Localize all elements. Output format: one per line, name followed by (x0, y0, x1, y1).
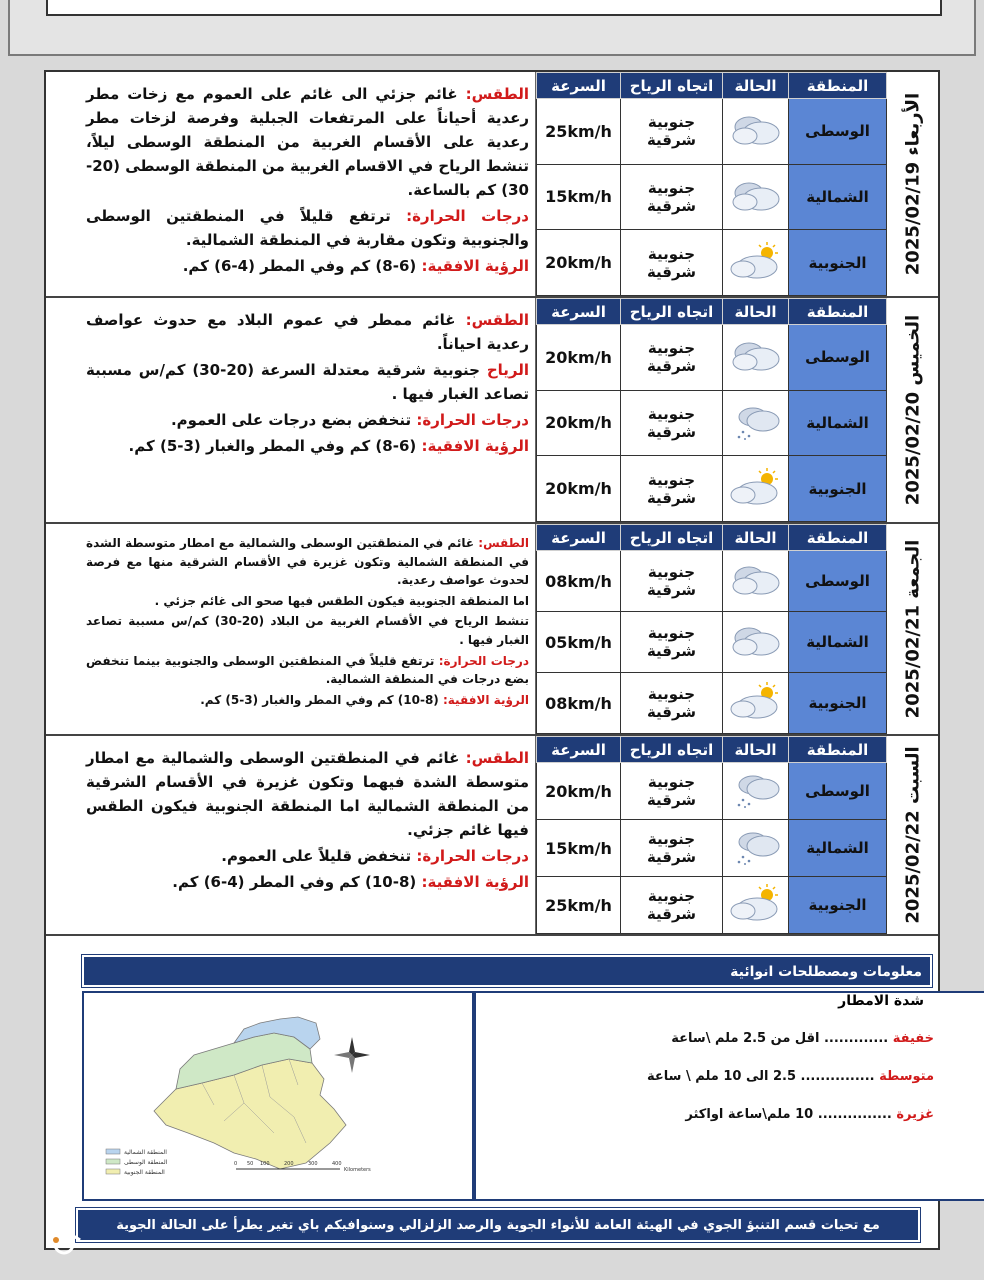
partly-cloudy-icon (727, 681, 785, 721)
weather-state (723, 612, 789, 673)
forecast-label: درجات الحرارة: (416, 847, 529, 865)
day-block (46, 72, 938, 298)
forecast-text-value: تنخفض قليلاً على العموم. (221, 847, 417, 865)
wind-direction: جنوبية شرقية (621, 230, 723, 296)
forecast-paragraph (86, 204, 529, 252)
forecast-label: الطقس: (465, 311, 529, 329)
day-date: الجمعة 2025/02/21 (902, 539, 923, 719)
forecast-label: الطقس: (478, 536, 529, 550)
map-legend-south: المنطقة الجنوبية (124, 1169, 165, 1176)
legend-row-heavy: غزيرة ............... 10 ملم\ساعة اواكثر (685, 1107, 934, 1122)
map-legend-central: المنطقة الوسطى (124, 1159, 168, 1166)
region-name: الشمالية (789, 612, 887, 673)
weather-state (723, 99, 789, 165)
wind-speed: 08km/h (537, 673, 621, 734)
table-row (537, 325, 887, 391)
day-date: الأربعاء 2025/02/19 (902, 92, 923, 276)
wind-direction: جنوبية شرقية (621, 390, 723, 456)
forecast-label: درجات الحرارة: (438, 653, 529, 668)
scale-300: 300 (308, 1161, 318, 1167)
region-name: الجنوبية (789, 673, 887, 734)
wind-speed: 25km/h (537, 99, 621, 165)
table-row (537, 230, 887, 296)
rain-cloud-icon (727, 401, 785, 441)
forecast-paragraph (86, 691, 529, 710)
region-name: الجنوبية (789, 877, 887, 934)
weather-state (723, 230, 789, 296)
scale-200: 200 (284, 1161, 294, 1167)
wind-direction: جنوبية شرقية (621, 877, 723, 934)
forecast-paragraph (86, 408, 529, 432)
day-block (46, 298, 938, 524)
table-row (537, 763, 887, 820)
region-name: الشمالية (789, 820, 887, 877)
forecast-text-value: (6-8) كم وفي المطر والغبار (3-5) كم. (128, 437, 422, 455)
partly-cloudy-icon (727, 241, 785, 281)
day-date-column (886, 736, 938, 934)
info-title: معلومات ومصطلحات انوائية (82, 955, 932, 987)
forecast-table (536, 524, 886, 734)
weather-state (723, 325, 789, 391)
table-row (537, 164, 887, 230)
table-row (537, 877, 887, 934)
forecast-text-value: غائم في المنطقتين الوسطى والشمالية مع امطار متوسطة الشدة في المنطقة الشمالية وتكون غزيرة في الأقسام الشرقية منها مع فرصة لحدوث عواصف رعدية. (86, 536, 529, 588)
wind-speed: 20km/h (537, 325, 621, 391)
forecast-paragraph (86, 534, 529, 590)
forecast-table (536, 72, 886, 296)
scale-50: 50 (247, 1161, 254, 1167)
forecast-text (78, 524, 536, 734)
region-name: الجنوبية (789, 230, 887, 296)
cloudy-icon (727, 559, 785, 599)
rain-cloud-icon (727, 826, 785, 866)
previous-page-edge (46, 0, 942, 16)
forecast-label: درجات الحرارة: (406, 207, 529, 225)
forecast-label: الطقس: (465, 85, 529, 103)
forecast-table (536, 736, 886, 934)
day-date-column (886, 298, 938, 522)
forecast-text-value: (8-10) كم وفي المطر والغبار (3-5) كم. (200, 692, 443, 707)
iraq-map (82, 991, 474, 1201)
forecast-text-value: غائم ممطر في عموم البلاد مع حدوث عواصف رعدية احياناً. (86, 311, 529, 353)
info-section (76, 955, 932, 1205)
scale-400: 400 (332, 1161, 342, 1167)
header-region: المنطقة (789, 299, 887, 325)
forecast-text (78, 736, 536, 934)
day-date: السبت 2025/02/22 (902, 746, 923, 924)
header-speed: السرعة (537, 737, 621, 763)
day-block (46, 524, 938, 736)
cloudy-icon (727, 620, 785, 660)
wind-direction: جنوبية شرقية (621, 673, 723, 734)
weather-state (723, 456, 789, 522)
table-row (537, 456, 887, 522)
forecast-text (78, 72, 536, 296)
wind-speed: 05km/h (537, 612, 621, 673)
wind-speed: 20km/h (537, 456, 621, 522)
legend-row-light: خفيفة ............. اقل من 2.5 ملم \ساعة (671, 1031, 934, 1046)
forecast-paragraph (86, 358, 529, 406)
forecast-label: الرؤية الافقية: (442, 692, 529, 707)
header-state: الحالة (723, 737, 789, 763)
previous-page-fragment (8, 0, 976, 56)
region-name: الجنوبية (789, 456, 887, 522)
scale-unit: Kilometers (344, 1167, 371, 1173)
table-row (537, 99, 887, 165)
footer-bar: مع تحيات قسم التنبؤ الجوي في الهيئة العامة للأنواء الجوية والرصد الزلزالي وسنوافيكم باي تغير يطرأ على الحالة الجوية (76, 1208, 920, 1242)
wind-speed: 15km/h (537, 164, 621, 230)
forecast-paragraph (86, 254, 529, 278)
header-state: الحالة (723, 525, 789, 551)
scale-0: 0 (234, 1161, 238, 1167)
cloudy-icon (727, 109, 785, 149)
forecast-text-value: تنشط الرياح في الأقسام الغربية من البلاد (20-30) كم/س مسببة تصاعد الغبار فيها . (86, 614, 529, 647)
weather-state (723, 877, 789, 934)
table-row (537, 673, 887, 734)
header-wind: اتجاه الرياح (621, 737, 723, 763)
header-region: المنطقة (789, 73, 887, 99)
forecast-paragraph (86, 870, 529, 894)
weather-state (723, 551, 789, 612)
table-row (537, 551, 887, 612)
legend-title: شدة الامطار (838, 993, 924, 1009)
region-name: الشمالية (789, 390, 887, 456)
cloudy-icon (727, 335, 785, 375)
header-wind: اتجاه الرياح (621, 299, 723, 325)
legend-row-medium: متوسطة ............... 2.5 الى 10 ملم \ ساعة (647, 1069, 934, 1084)
forecast-text (78, 298, 536, 522)
header-region: المنطقة (789, 737, 887, 763)
forecast-paragraph (86, 308, 529, 356)
header-wind: اتجاه الرياح (621, 525, 723, 551)
forecast-text-value: غائم جزئي الى غائم على العموم مع زخات مطر رعدية أحياناً على المرتفعات الجبلية وفرصة لزخات مطر رعدية على الأقسام الغربية من المنطقة الوسطى ليلاً، تنشط الرياح في الاقسام الغربية من المنطقة الوسطى (20-30) كم بالساعة. (86, 85, 529, 199)
forecast-paragraph (86, 652, 529, 689)
forecast-text-value: (8-10) كم وفي المطر (4-6) كم. (172, 873, 422, 891)
header-speed: السرعة (537, 73, 621, 99)
forecast-label: الرياح (486, 361, 529, 379)
forecast-table (536, 298, 886, 522)
wind-speed: 20km/h (537, 763, 621, 820)
region-name: الوسطى (789, 325, 887, 391)
wind-direction: جنوبية شرقية (621, 612, 723, 673)
cloudy-icon (727, 175, 785, 215)
forecast-paragraph (86, 592, 529, 611)
header-speed: السرعة (537, 525, 621, 551)
wind-direction: جنوبية شرقية (621, 164, 723, 230)
day-date-column (886, 72, 938, 296)
forecast-text-value: اما المنطقة الجنوبية فيكون الطقس فيها صحو الى غائم جزئي . (154, 593, 529, 608)
wind-direction: جنوبية شرقية (621, 763, 723, 820)
region-name: الشمالية (789, 164, 887, 230)
weather-state (723, 164, 789, 230)
map-legend-north: المنطقة الشمالية (124, 1149, 167, 1156)
forecast-text-value: جنوبية شرقية معتدلة السرعة (20-30) كم/س مسببة تصاعد الغبار فيها . (86, 361, 529, 403)
forecast-text-value: (6-8) كم وفي المطر (4-6) كم. (182, 257, 422, 275)
day-block (46, 736, 938, 936)
weather-state (723, 820, 789, 877)
forecast-text-value: تنخفض بضع درجات على العموم. (170, 411, 417, 429)
wind-speed: 08km/h (537, 551, 621, 612)
wind-speed: 25km/h (537, 877, 621, 934)
header-state: الحالة (723, 299, 789, 325)
wind-speed: 15km/h (537, 820, 621, 877)
day-date-column (886, 524, 938, 734)
rain-cloud-icon (727, 769, 785, 809)
partly-cloudy-icon (727, 467, 785, 507)
header-speed: السرعة (537, 299, 621, 325)
partly-cloudy-icon (727, 883, 785, 923)
rain-intensity-legend (474, 991, 984, 1201)
forecast-label: الرؤية الافقية: (421, 257, 529, 275)
forecast-label: الرؤية الافقية: (421, 437, 529, 455)
wind-direction: جنوبية شرقية (621, 325, 723, 391)
forecast-paragraph (86, 434, 529, 458)
forecast-paragraph (86, 612, 529, 649)
watermark-logo-icon (46, 1222, 92, 1268)
weather-state (723, 763, 789, 820)
wind-speed: 20km/h (537, 390, 621, 456)
table-row (537, 390, 887, 456)
table-row (537, 612, 887, 673)
region-name: الوسطى (789, 99, 887, 165)
wind-direction: جنوبية شرقية (621, 456, 723, 522)
wind-direction: جنوبية شرقية (621, 820, 723, 877)
forecast-text-value: غائم في المنطقتين الوسطى والشمالية مع امطار متوسطة الشدة فيهما وتكون غزيرة في الأقسام الشرقية من المنطقة الشمالية اما المنطقة الجنوبية فيكون الطقس فيها غائم جزئي. (86, 749, 529, 839)
scale-100: 100 (260, 1161, 270, 1167)
forecast-paragraph (86, 82, 529, 202)
forecast-label: الرؤية الافقية: (421, 873, 529, 891)
wind-direction: جنوبية شرقية (621, 99, 723, 165)
header-wind: اتجاه الرياح (621, 73, 723, 99)
day-date: الخميس 2025/02/20 (902, 314, 923, 506)
weather-state (723, 673, 789, 734)
forecast-text-value: ترتفع قليلاً في المنطقتين الوسطى والجنوبية وتكون مقاربة في المنطقة الشمالية. (86, 207, 529, 249)
table-row (537, 820, 887, 877)
header-region: المنطقة (789, 525, 887, 551)
forecast-label: الطقس: (465, 749, 529, 767)
compass-rose-icon (334, 1037, 370, 1073)
wind-direction: جنوبية شرقية (621, 551, 723, 612)
weather-state (723, 390, 789, 456)
forecast-paragraph (86, 746, 529, 842)
wind-speed: 20km/h (537, 230, 621, 296)
forecast-text-value: ترتفع قليلاً في المنطقتين الوسطى والجنوبية بينما تنخفض بضع درجات في المنطقة الشمالية. (86, 653, 529, 687)
header-state: الحالة (723, 73, 789, 99)
region-name: الوسطى (789, 763, 887, 820)
forecast-paragraph (86, 844, 529, 868)
forecast-label: درجات الحرارة: (416, 411, 529, 429)
region-name: الوسطى (789, 551, 887, 612)
